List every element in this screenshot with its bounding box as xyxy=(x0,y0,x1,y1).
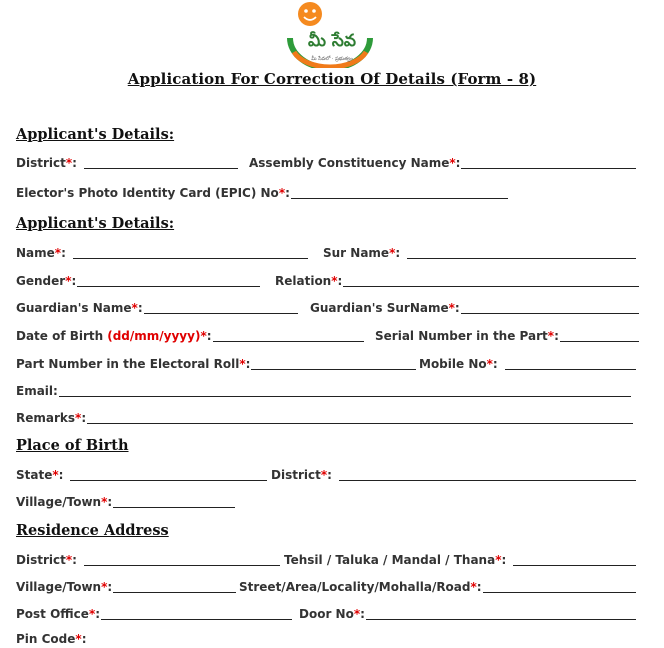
guardian-name-field[interactable]: Guardian's Name * : xyxy=(16,299,298,317)
guardian-name-input-line[interactable] xyxy=(144,313,298,314)
section-residence-address: Residence Address xyxy=(16,522,169,539)
row-res-district xyxy=(16,551,641,569)
guardian-surname-field[interactable]: Guardian's SurName * : xyxy=(310,299,639,317)
relation-field[interactable]: Relation * : xyxy=(275,272,639,290)
door-input-line[interactable] xyxy=(366,619,636,620)
surname-input-line[interactable] xyxy=(407,258,636,259)
assembly-field[interactable]: Assembly Constituency Name * : xyxy=(249,154,636,172)
street-field[interactable]: Street/Area/Locality/Mohalla/Road * : xyxy=(239,578,636,596)
pin-field[interactable]: Pin Code * : xyxy=(16,632,87,646)
res-village-field[interactable]: Village/Town * : xyxy=(16,578,236,596)
logo-tagline: మీ సేవలో · ప్రభుత్వం xyxy=(311,56,353,62)
post-office-input-line[interactable] xyxy=(101,619,292,620)
serial-field[interactable]: Serial Number in the Part * : xyxy=(375,327,639,345)
remarks-input-line[interactable] xyxy=(87,423,633,424)
street-input-line[interactable] xyxy=(483,592,636,593)
gender-field[interactable]: Gender * : xyxy=(16,272,260,290)
section-applicant-details-2: Applicant's Details: xyxy=(16,215,175,232)
tehsil-input-line[interactable] xyxy=(513,565,636,566)
dob-field[interactable]: Date of Birth (dd/mm/yyyy) * : xyxy=(16,327,364,345)
row-epic xyxy=(16,184,641,202)
row-birth-state xyxy=(16,466,641,484)
res-district-input-line[interactable] xyxy=(84,565,280,566)
remarks-field[interactable]: Remarks * : xyxy=(16,409,633,427)
mobile-input-line[interactable] xyxy=(505,369,636,370)
email-input-line[interactable] xyxy=(59,396,631,397)
res-village-input-line[interactable] xyxy=(113,592,236,593)
birth-state-input-line[interactable] xyxy=(70,480,267,481)
district-input-line[interactable] xyxy=(84,168,238,169)
assembly-input-line[interactable] xyxy=(461,168,636,169)
row-dob xyxy=(16,327,641,345)
serial-input-line[interactable] xyxy=(560,341,639,342)
door-field[interactable]: Door No * : xyxy=(299,605,636,623)
birth-village-input-line[interactable] xyxy=(113,507,235,508)
row-part-mobile xyxy=(16,355,641,373)
dob-input-line[interactable] xyxy=(213,341,364,342)
row-email xyxy=(16,382,641,400)
part-field[interactable]: Part Number in the Electoral Roll * : xyxy=(16,355,416,373)
surname-field[interactable]: Sur Name * : xyxy=(323,244,636,262)
post-office-field[interactable]: Post Office * : xyxy=(16,605,292,623)
birth-village-field[interactable]: Village/Town * : xyxy=(16,493,235,511)
gender-input-line[interactable] xyxy=(77,286,260,287)
row-birth-village xyxy=(16,493,641,511)
smiley-icon xyxy=(298,2,322,26)
row-district-assembly xyxy=(16,154,641,172)
section-place-of-birth: Place of Birth xyxy=(16,437,129,454)
name-field[interactable]: Name * : xyxy=(16,244,308,262)
birth-district-input-line[interactable] xyxy=(339,480,636,481)
relation-input-line[interactable] xyxy=(343,286,639,287)
email-field[interactable]: Email: xyxy=(16,382,631,400)
row-pin xyxy=(16,630,641,648)
form-title: Application For Correction Of Details (Form - 8) xyxy=(127,70,537,88)
row-guardian xyxy=(16,299,641,317)
epic-input-line[interactable] xyxy=(291,198,508,199)
epic-field[interactable]: Elector's Photo Identity Card (EPIC) No * : xyxy=(16,184,508,202)
row-remarks xyxy=(16,409,641,427)
guardian-surname-input-line[interactable] xyxy=(461,313,639,314)
logo-text: మీ సేవ xyxy=(308,31,356,51)
row-gender xyxy=(16,272,641,290)
tehsil-field[interactable]: Tehsil / Taluka / Mandal / Thana * : xyxy=(284,551,636,569)
part-input-line[interactable] xyxy=(251,369,416,370)
mobile-field[interactable]: Mobile No * : xyxy=(419,355,636,373)
district-field[interactable]: District * : xyxy=(16,154,238,172)
row-post-office xyxy=(16,605,641,623)
birth-state-field[interactable]: State * : xyxy=(16,466,267,484)
res-district-field[interactable]: District * : xyxy=(16,551,280,569)
mee-seva-logo xyxy=(280,0,380,68)
name-input-line[interactable] xyxy=(73,258,308,259)
row-res-village xyxy=(16,578,641,596)
section-applicant-details: Applicant's Details: xyxy=(16,126,175,143)
birth-district-field[interactable]: District * : xyxy=(271,466,636,484)
row-name xyxy=(16,244,641,262)
